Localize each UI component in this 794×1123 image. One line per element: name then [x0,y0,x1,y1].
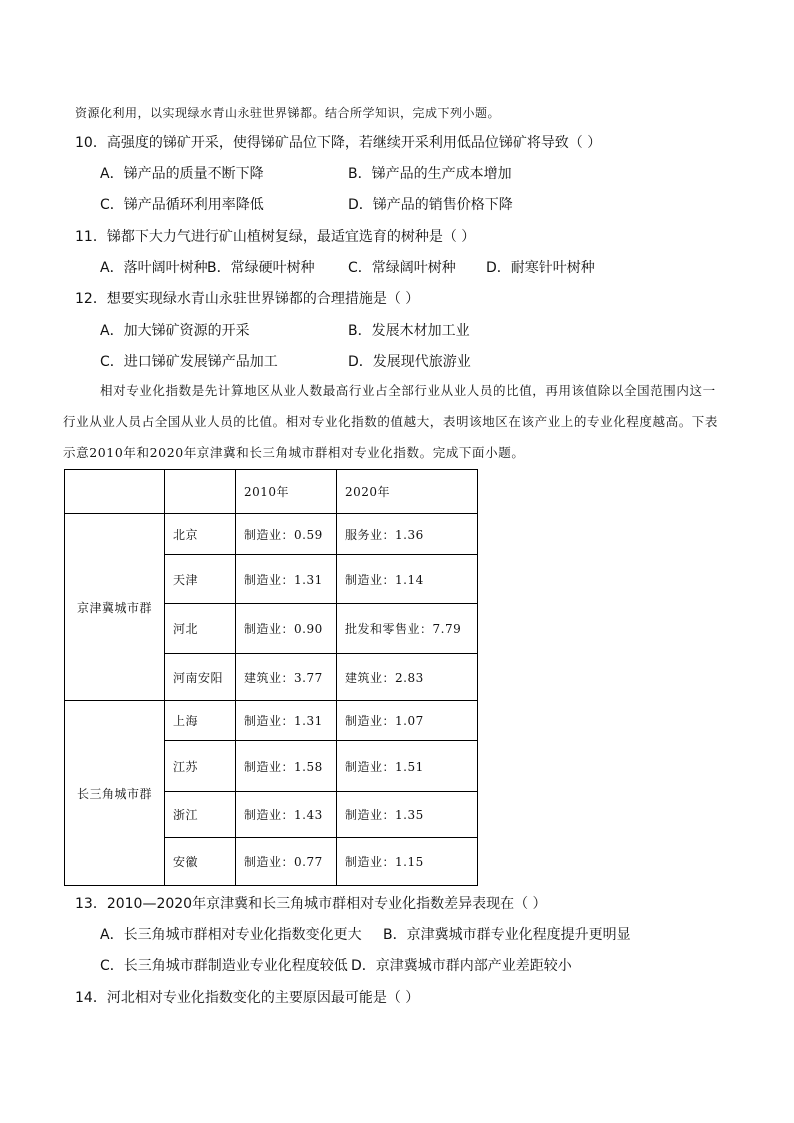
question-14-stem: 14．河北相对专业化指数变化的主要原因最可能是（ ） [75,990,420,1006]
question-11-option-b: B．常绿硬叶树种 [207,260,315,276]
table-row [65,701,478,741]
question-10-stem: 10．高强度的锑矿开采，使得锑矿品位下降，若继续开采利用低品位锑矿将导致（ ） [75,135,602,151]
value-2020-cell: 批发和零售业：7.79 [337,604,478,654]
question-13-option-a: A．长三角城市群相对专业化指数变化更大 [100,927,362,943]
question-11-option-c: C．常绿阔叶树种 [348,260,456,276]
question-13-option-b: B．京津冀城市群专业化程度提升更明显 [383,927,631,943]
region-cell: 北京 [165,514,236,555]
question-11-stem: 11．锑都下大力气进行矿山植树复绿，最适宜选育的树种是（ ） [75,229,476,245]
value-2010-cell: 制造业：0.90 [236,604,337,654]
value-2020-cell: 制造业：1.07 [337,701,478,741]
value-2010-cell: 建筑业：3.77 [236,654,337,701]
intro-paragraph [63,375,727,468]
value-2020-cell: 服务业：1.36 [337,514,478,555]
question-13-option-d: D．京津冀城市群内部产业差距较小 [351,958,572,974]
group-label: 京津冀城市群 [65,514,165,701]
question-10-option-c: C．锑产品循环利用率降低 [100,197,264,213]
region-cell: 河北 [165,604,236,654]
question-11-option-a: A．落叶阔叶树种 [100,260,208,276]
question-13-stem: 13．2010—2020年京津冀和长三角城市群相对专业化指数差异表现在（ ） [75,896,547,912]
question-12-option-c: C．进口锑矿发展锑产品加工 [100,354,278,370]
value-2010-cell: 制造业：1.31 [236,555,337,604]
value-2020-cell: 制造业：1.35 [337,792,478,838]
top-line: 资源化利用，以实现绿水青山永驻世界锑都。结合所学知识，完成下列小题。 [75,106,501,120]
table-header-cell [165,470,236,514]
region-cell: 安徽 [165,838,236,886]
question-11-option-d: D．耐寒针叶树种 [486,260,595,276]
specialization-table [64,469,478,886]
value-2020-cell: 建筑业：2.83 [337,654,478,701]
table-header-row [65,470,478,514]
question-12-stem: 12．想要实现绿水青山永驻世界锑都的合理措施是（ ） [75,291,420,307]
question-10-option-d: D．锑产品的销售价格下降 [348,197,513,213]
region-cell: 天津 [165,555,236,604]
value-2010-cell: 制造业：0.77 [236,838,337,886]
question-10-option-b: B．锑产品的生产成本增加 [348,166,512,182]
question-10-option-a: A．锑产品的质量不断下降 [100,166,264,182]
table-row [65,514,478,555]
value-2010-cell: 制造业：0.59 [236,514,337,555]
region-cell: 浙江 [165,792,236,838]
value-2010-cell: 制造业：1.58 [236,741,337,792]
value-2020-cell: 制造业：1.15 [337,838,478,886]
question-12-option-a: A．加大锑矿资源的开采 [100,323,250,339]
question-12-option-b: B．发展木材加工业 [348,323,470,339]
region-cell: 河南安阳 [165,654,236,701]
region-cell: 上海 [165,701,236,741]
region-cell: 江苏 [165,741,236,792]
value-2010-cell: 制造业：1.43 [236,792,337,838]
question-12-option-d: D．发展现代旅游业 [348,354,471,370]
group-label: 长三角城市群 [65,701,165,886]
table-header-cell: 2020年 [337,470,478,514]
intro-text: 相对专业化指数是先计算地区从业人数最高行业占全部行业从业人员的比值，再用该值除以全国范围内这一行业从业人员占全国从业人员的比值。相对专业化指数的值越大，表明该地区在该产业上的专业化程度越高。下表示意2010年和2020年京津冀和长三角城市群相对专业化指数。完成下面小题。 [63,383,719,460]
table-header-cell [65,470,165,514]
value-2020-cell: 制造业：1.14 [337,555,478,604]
value-2010-cell: 制造业：1.31 [236,701,337,741]
question-13-option-c: C．长三角城市群制造业专业化程度较低 [100,958,348,974]
value-2020-cell: 制造业：1.51 [337,741,478,792]
table-header-cell: 2010年 [236,470,337,514]
